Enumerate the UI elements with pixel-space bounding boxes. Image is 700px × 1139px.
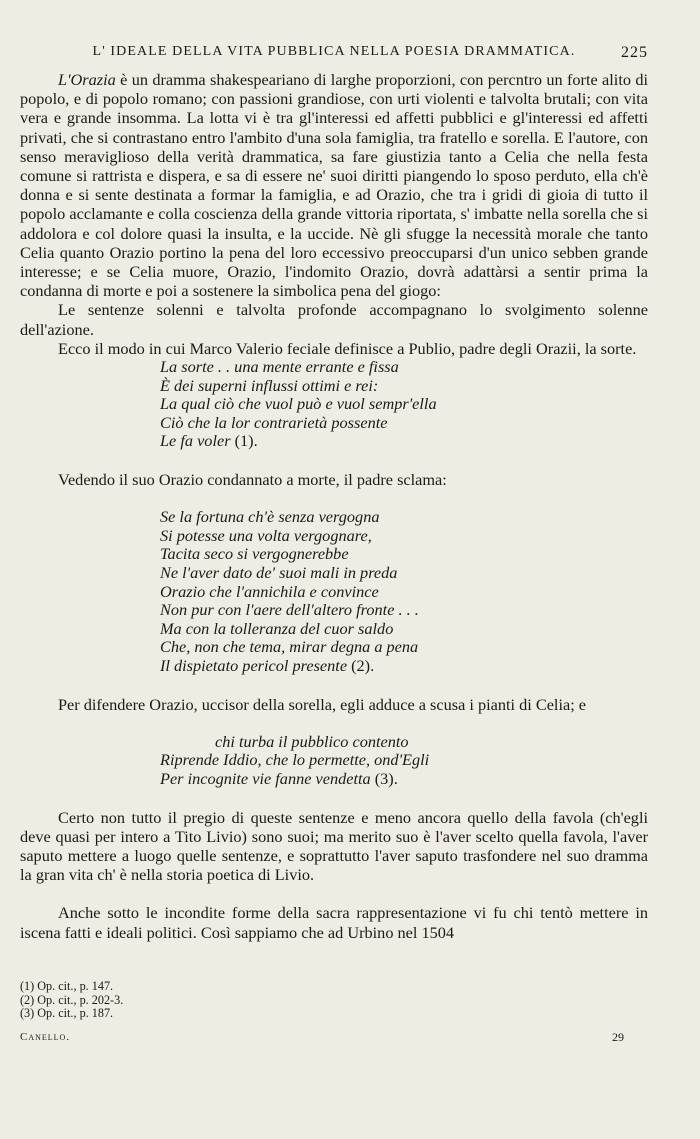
verse-line: Che, non che tema, mirar degna a pena bbox=[160, 637, 419, 657]
printer-signature: Canello. bbox=[20, 1031, 71, 1043]
verse-quote-2 bbox=[160, 508, 648, 675]
verse-line-last bbox=[160, 657, 648, 676]
verse-line: Orazio che l'annichila e convince bbox=[160, 581, 379, 601]
verse-line-last bbox=[160, 770, 648, 789]
paragraph-anche: Anche sotto le incondite forme della sacra rappresentazione vi fu chi tentò mettere in iscena fatti e ideali politici. Così sappiamo che ad Urbino nel 1504 bbox=[20, 903, 648, 942]
footnote-ref: (2). bbox=[351, 655, 375, 675]
footnote: (3) Op. cit., p. 187. bbox=[20, 1006, 114, 1020]
page-header bbox=[20, 44, 648, 68]
paragraph-padre: Vedendo il suo Orazio condannato a morte, il padre sclama: bbox=[58, 470, 447, 490]
verse-line: Ciò che la lor contrarietà possente bbox=[160, 412, 388, 432]
verse-line-last bbox=[160, 432, 648, 451]
paragraph-difesa: Per difendere Orazio, uccisor della sorella, egli adduce a scusa i pianti di Celia; e bbox=[58, 694, 587, 714]
verse-line: chi turba il pubblico contento bbox=[215, 731, 409, 751]
verse-line: Non pur con l'aere dell'altero fronte . . . bbox=[160, 600, 419, 620]
paragraph-sentenze: Le sentenze solenni e talvolta profonde accompagnano lo svolgimento solenne dell'azione. bbox=[20, 300, 648, 339]
paragraph-text: è un dramma shakespeariano di larghe proporzioni, con percntro un forte alito di popolo, e di popolo romano; con passioni grandiose, con urti violenti e talvolta brutali; con vita vera e grande insomma. La lotta vi è tra gl'interessi ed affetti pubblici e gl'interessi ed affetti privati, che si contrastano entro l'ambito d'una sola famiglia, tra fratello e sorella. E l'autore, con senso meraviglioso della verità drammatica, sa fare giustizia tanto a Celia che nella festa comune si rattrista e dispera, e sa di essere ne' suoi diritti piangendo lo sposo perduto, ella ch'è donna e si sente destinata a formar la famiglia, e ad Orazio, che tra i gridi di gioia di tutto il popolo acclamante e colla coscienza della grande vittoria riportata, s' imbatte nella sorella che si addolora e col dolore quasi la insulta, e la uccide. Nè gli sfugge la necessità morale che tanto Celia quanto Orazio portino la pena del loro eccessivo preoccuparsi d'un unico sebben grande interesse; e se Celia muore, Orazio, l'indomito Orazio, dovrà adattàrsi a sentir prima la condanna di morte e poi a sostenere la simbolica pena del giogo: bbox=[20, 70, 648, 301]
work-title: L'Orazia bbox=[58, 70, 116, 89]
verse-quote-3 bbox=[160, 733, 648, 789]
page-number: 225 bbox=[621, 44, 648, 61]
verse-line: La sorte . . una mente errante e fissa bbox=[160, 357, 399, 377]
paragraph-certo: Certo non tutto il pregio di queste sentenze e meno ancora quello della favola (ch'egli deve quasi per intero a Tito Livio) sono suoi; ma merito suo è l'aver scelto quella favola, l'aver saputo mettere a luogo quelle sentenze, e soprattutto l'aver saputo trasfondere nel suo dramma la gran vita ch' è nella storia poetica di Livio. bbox=[20, 807, 648, 885]
verse-line: Se la fortuna ch'è senza vergogna bbox=[160, 507, 380, 527]
verse-text: Le fa voler bbox=[160, 431, 231, 451]
paragraph-sorte: Ecco il modo in cui Marco Valerio feciale definisce a Publio, padre degli Orazii, la sorte. bbox=[58, 338, 637, 358]
verse-text: Per incognite vie fanne vendetta bbox=[160, 768, 371, 788]
paragraph-orazia bbox=[20, 70, 648, 300]
running-title: L' IDEALE DELLA VITA PUBBLICA NELLA POESIA DRAMMATICA. bbox=[92, 44, 576, 59]
verse-line: Tacita seco si vergognerebbe bbox=[160, 544, 349, 564]
page-body bbox=[20, 70, 648, 942]
footnote-ref: (3). bbox=[374, 768, 398, 788]
signature-number: 29 bbox=[612, 1030, 624, 1044]
footnote: (1) Op. cit., p. 147. bbox=[20, 979, 114, 993]
verse-line: Ne l'aver dato de' suoi mali in preda bbox=[160, 563, 398, 582]
verse-quote-1 bbox=[160, 358, 648, 451]
footnote-ref: (1). bbox=[234, 431, 258, 451]
verse-line: La qual ciò che vuol può e vuol sempr'ella bbox=[160, 394, 437, 414]
verse-line: Riprende Iddio, che lo permette, ond'Egli bbox=[160, 750, 430, 770]
footnote: (2) Op. cit., p. 202-3. bbox=[20, 992, 124, 1007]
verse-line: È dei superni influssi ottimi e rei: bbox=[160, 375, 379, 395]
verse-line: Ma con la tolleranza del cuor saldo bbox=[160, 618, 394, 638]
footnotes bbox=[20, 980, 648, 1021]
verse-line: Si potesse una volta vergognare, bbox=[160, 525, 372, 545]
verse-text: Il dispietato pericol presente bbox=[160, 655, 348, 675]
